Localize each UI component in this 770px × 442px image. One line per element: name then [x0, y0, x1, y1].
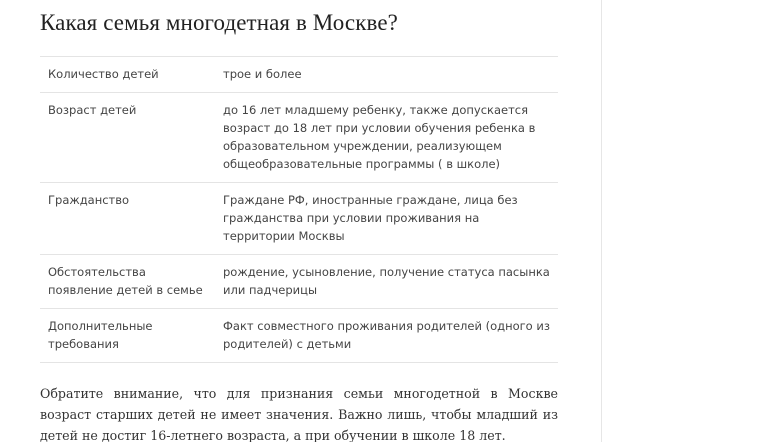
table-row: [40, 93, 558, 183]
table-value-cell: трое и более: [223, 67, 302, 81]
table-label-cell: Возраст детей: [48, 103, 137, 117]
table-row: [40, 255, 558, 309]
table-row: [40, 183, 558, 255]
sidebar-divider: [601, 0, 602, 442]
table-row: [40, 57, 558, 93]
table-value-cell: до 16 лет младшему ребенку, также допускается возраст до 18 лет при условии обучения ребенка в образовательном учреждении, реализующем общеобразовательные программы ( в школе): [223, 103, 536, 171]
table-row: [40, 309, 558, 363]
table-label-cell: Дополнительные требования: [48, 319, 153, 351]
table-label-cell: Гражданство: [48, 193, 130, 207]
requirements-table: [40, 56, 558, 363]
article-heading: Какая семья многодетная в Москве?: [40, 10, 398, 35]
table-value-cell: Факт совместного проживания родителей (одного из родителей) с детьми: [223, 319, 550, 351]
article-content: [40, 0, 558, 442]
table-value-cell: рождение, усыновление, получение статуса пасынка или падчерицы: [223, 265, 550, 297]
note-paragraph: Обратите внимание, что для признания семьи многодетной в Москве возраст старших детей не имеет значения. Важно лишь, чтобы младший из детей не достиг 16-летнего возраста, а при обучении в школе 18 лет.: [40, 386, 558, 442]
table-label-cell: Количество детей: [48, 67, 159, 81]
table-value-cell: Граждане РФ, иностранные граждане, лица без гражданства при условии проживания на территории Москвы: [223, 193, 518, 243]
table-label-cell: Обстоятельства появление детей в семье: [48, 265, 203, 297]
